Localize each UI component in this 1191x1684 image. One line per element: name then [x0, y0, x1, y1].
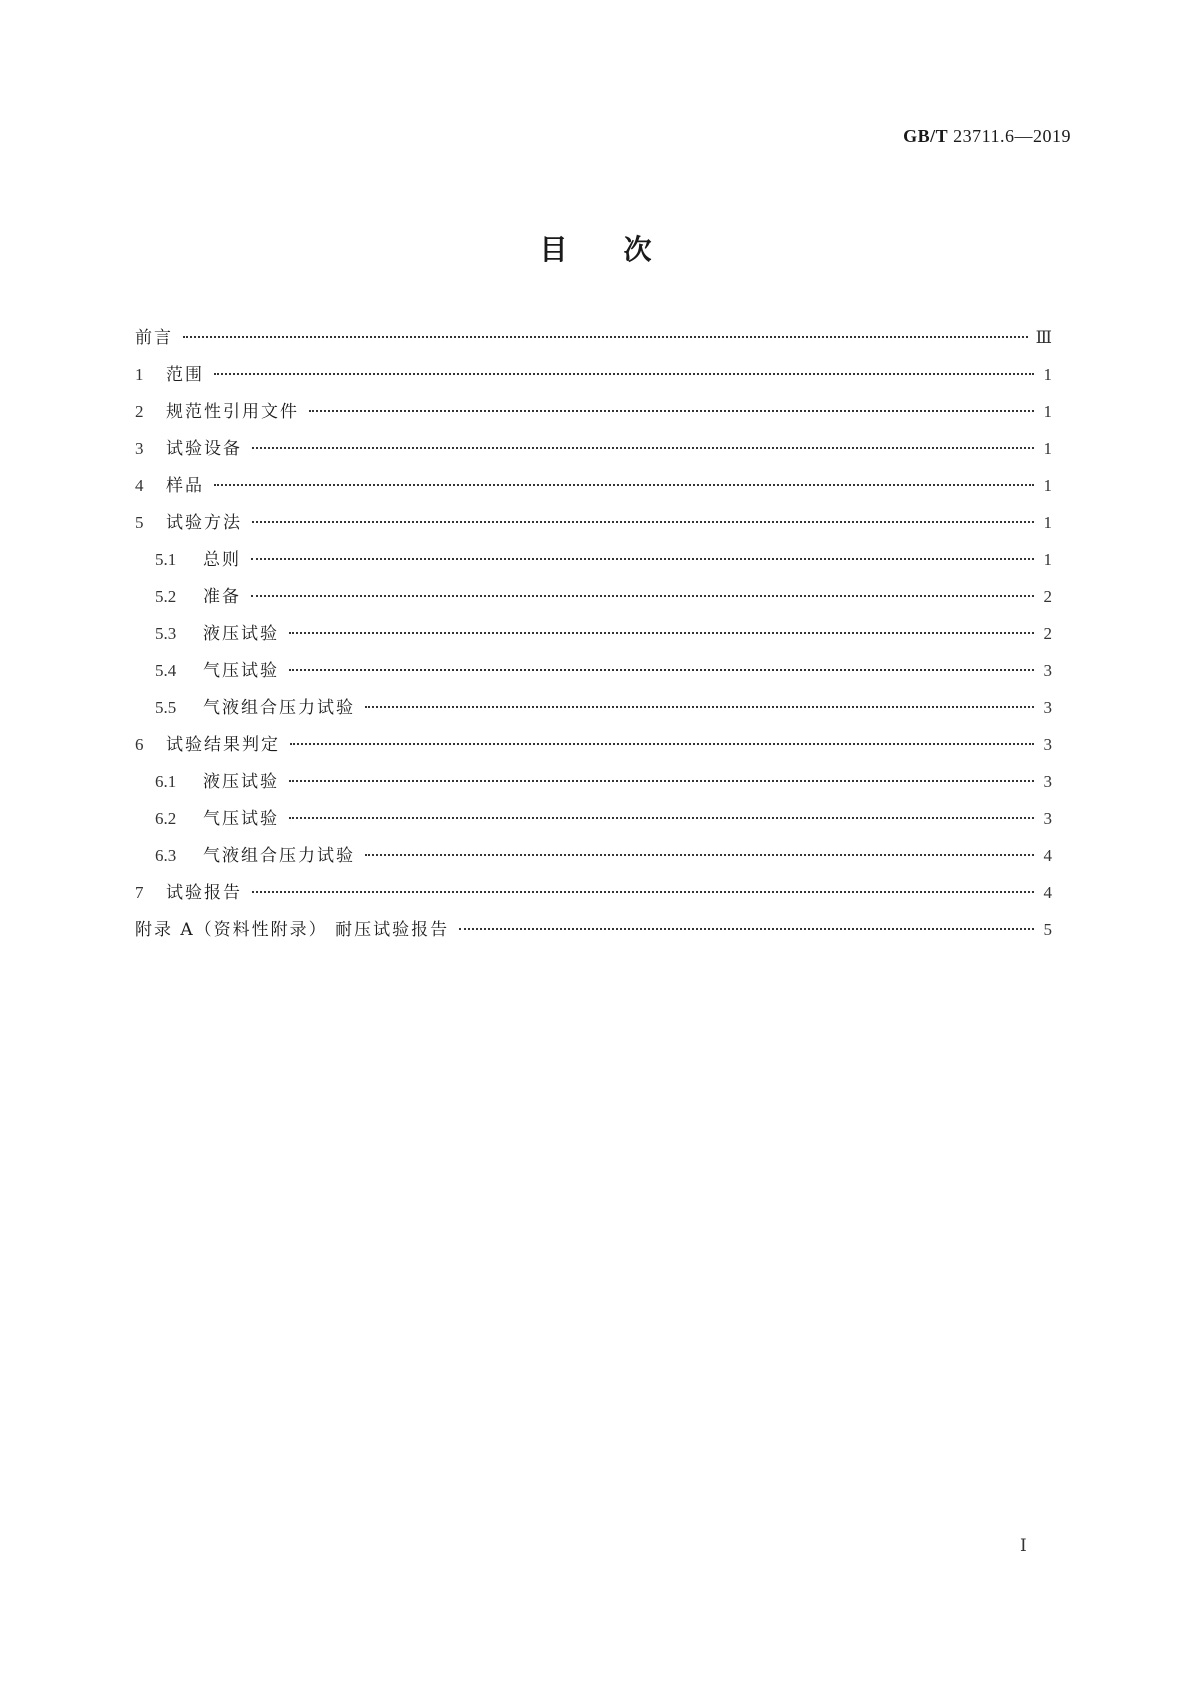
dot-leader	[365, 854, 1034, 856]
toc-entry-label: 总则	[203, 550, 241, 570]
toc-entry-page: 1	[1043, 365, 1052, 384]
toc-entry-number: 5.5	[155, 698, 177, 717]
toc-entry-page: Ⅲ	[1035, 328, 1052, 347]
toc-entry-number: 6.3	[155, 846, 177, 865]
toc-entry-label: 范围	[166, 365, 204, 385]
table-of-contents	[135, 323, 1052, 952]
dot-leader	[183, 336, 1028, 338]
toc-entry-label: 气压试验	[203, 661, 279, 681]
dot-leader	[289, 632, 1034, 634]
toc-entry-page: 3	[1043, 698, 1052, 717]
toc-entry-label: 试验报告	[166, 883, 242, 903]
toc-entry-number: 4	[135, 476, 144, 495]
toc-entry-label: 气压试验	[203, 809, 279, 829]
dot-leader	[252, 447, 1034, 449]
toc-entry-label: 气液组合压力试验	[203, 846, 355, 866]
dot-leader	[290, 743, 1034, 745]
toc-entry-number: 5	[135, 513, 144, 532]
dot-leader	[251, 558, 1034, 560]
dot-leader	[365, 706, 1034, 708]
toc-entry-label: 样品	[166, 476, 204, 496]
dot-leader	[214, 484, 1034, 486]
standard-code	[903, 126, 1071, 147]
toc-entry-5-3[interactable]	[135, 619, 1052, 656]
standard-number: 23711.6—2019	[953, 126, 1071, 146]
toc-entry-page: 3	[1043, 661, 1052, 680]
toc-entry-page: 1	[1043, 439, 1052, 458]
toc-entry-number: 6.1	[155, 772, 177, 791]
toc-entry-label: 气液组合压力试验	[203, 698, 355, 718]
dot-leader	[252, 891, 1034, 893]
dot-leader	[252, 521, 1034, 523]
toc-entry-1[interactable]	[135, 360, 1052, 397]
toc-entry-page: 4	[1043, 883, 1052, 902]
toc-entry-4[interactable]	[135, 471, 1052, 508]
toc-entry-page: 1	[1043, 476, 1052, 495]
toc-entry-page: 2	[1043, 587, 1052, 606]
toc-entry-page: 1	[1043, 402, 1052, 421]
toc-entry-6[interactable]	[135, 730, 1052, 767]
toc-entry-label: 前言	[135, 328, 173, 348]
toc-entry-5[interactable]	[135, 508, 1052, 545]
dot-leader	[214, 373, 1034, 375]
dot-leader	[289, 780, 1034, 782]
toc-entry-label: 液压试验	[203, 624, 279, 644]
dot-leader	[459, 928, 1034, 930]
toc-entry-page: 4	[1043, 846, 1052, 865]
toc-entry-6-3[interactable]	[135, 841, 1052, 878]
toc-entry-page: 5	[1043, 920, 1052, 939]
toc-entry-number: 2	[135, 402, 144, 421]
toc-entry-number: 6.2	[155, 809, 177, 828]
toc-entry-number: 5.2	[155, 587, 177, 606]
page-title: 目次	[539, 233, 708, 266]
toc-entry-number: 5.3	[155, 624, 177, 643]
toc-entry-number: 5.4	[155, 661, 177, 680]
dot-leader	[289, 669, 1034, 671]
toc-entry-page: 2	[1043, 624, 1052, 643]
toc-entry-annex-a[interactable]	[135, 915, 1052, 952]
toc-entry-number: 3	[135, 439, 144, 458]
dot-leader	[289, 817, 1034, 819]
toc-entry-label: 液压试验	[203, 772, 279, 792]
toc-entry-page: 3	[1043, 809, 1052, 828]
toc-entry-page: 3	[1043, 772, 1052, 791]
toc-entry-label: 试验方法	[166, 513, 242, 533]
standard-prefix: GB/T	[903, 126, 949, 146]
toc-entry-6-2[interactable]	[135, 804, 1052, 841]
toc-entry-label: 规范性引用文件	[166, 402, 299, 422]
toc-entry-label: 试验结果判定	[166, 735, 280, 755]
toc-entry-3[interactable]	[135, 434, 1052, 471]
toc-entry-5-1[interactable]	[135, 545, 1052, 582]
toc-entry-number: 6	[135, 735, 144, 754]
toc-entry-foreword[interactable]	[135, 323, 1052, 360]
toc-entry-7[interactable]	[135, 878, 1052, 915]
toc-entry-number: 5.1	[155, 550, 177, 569]
dot-leader	[309, 410, 1034, 412]
toc-entry-number: 7	[135, 883, 144, 902]
toc-entry-5-4[interactable]	[135, 656, 1052, 693]
footer-page-number: Ⅰ	[1020, 1536, 1027, 1555]
toc-entry-page: 3	[1043, 735, 1052, 754]
toc-entry-label: 试验设备	[166, 439, 242, 459]
dot-leader	[251, 595, 1034, 597]
toc-entry-page: 1	[1043, 513, 1052, 532]
toc-entry-page: 1	[1043, 550, 1052, 569]
toc-entry-label: 附录 A（资料性附录） 耐压试验报告	[135, 920, 450, 940]
toc-entry-number: 1	[135, 365, 144, 384]
toc-entry-5-2[interactable]	[135, 582, 1052, 619]
toc-entry-5-5[interactable]	[135, 693, 1052, 730]
toc-entry-2[interactable]	[135, 397, 1052, 434]
toc-entry-6-1[interactable]	[135, 767, 1052, 804]
toc-entry-label: 准备	[203, 587, 241, 607]
